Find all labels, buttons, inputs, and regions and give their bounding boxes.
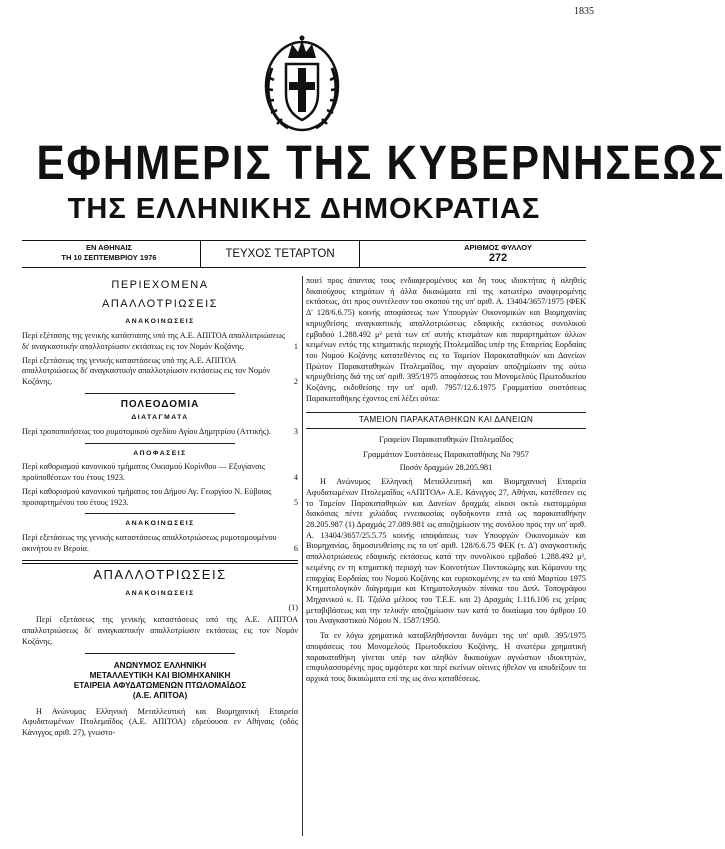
document-number: (1) (288, 602, 298, 612)
company-heading (22, 661, 298, 701)
receipt-number: Γραμμάτιον Συστάσεως Παρακαταθήκης Νο 7957 (363, 449, 529, 459)
announcement-intro: Περί εξετάσεως της γενικής καταστάσεως υπό της Α.Ε. ΑΠΙΤΟΑ απαλλοτριώσεως δι' αναγκαστικήν απαλλοτρίωσιν εκτάσεως εις τον Νομόν Κοζάνης. (22, 615, 298, 646)
body-paragraph: Η Ανώνυμος Ελληνική Μεταλλευτική και Βιομηχανική Εταιρεία Αφυδατωμένων Πτολεμαΐδος (Α.Ε. ΑΠΙΤΟΑ) εδρεύουσα εν Αθήναις (οδός Κάνιγγος αριθ. 27), γνωστο- (22, 706, 298, 737)
deposit-amount: Ποσόν δραχμών 28.205.981 (399, 462, 493, 472)
toc-item-text: Περί εξετάσεως της γενικής καταστάσεως υπό της Α.Ε. ΑΠΙΤΟΑ απαλλοτριώσεως δι' αναγκαστικήν απαλλοτρίωσιν εκτάσεως εις τον Νομόν Κοζάνης. (22, 355, 271, 386)
toc-section-title: ΠΟΛΕΟΔΟΜΙΑ (120, 398, 200, 410)
gazette-title: ΕΦΗΜΕΡΙΣ ΤΗΣ ΚΥΒΕΡΝΗΣΕΩΣ (36, 137, 725, 190)
toc-item-page: 6 (293, 543, 298, 553)
toc-item-page: 3 (293, 427, 298, 437)
issue-date: ΤΗ 10 ΣΕΠΤΕΜΒΡΙΟΥ 1976 (61, 253, 157, 262)
toc-item-text: Περί καθορισμού κανονικού τμήματος Οικισμού Κορίνθου — Εξυγίανσις προϋποθέσεων του έτους 1923. (22, 462, 265, 483)
sheet-label: ΑΡΙΘΜΟΣ ΦΥΛΛΟΥ (464, 243, 532, 252)
treasury-heading: ΤΑΜΕΙΟΝ ΠΑΡΑΚΑΤΑΘΗΚΩΝ ΚΑΙ ΔΑΝΕΙΩΝ (306, 412, 586, 429)
greek-coat-of-arms-icon (258, 28, 346, 136)
toc-item-text: Περί εξετάσεως της γενικής καταστάσεως απαλλοτριώσεως ρυμοτομουμένου ακινήτου εν Βεροία. (22, 532, 277, 553)
body-paragraph: Η Ανώνυμος Ελληνική Μεταλλευτική και Βιομηχανική Εταιρεία Αφυδατωμένων Πτολεμαΐδος «ΑΠΙΤΟΑ» Α.Ε. Κάνιγγος 27, Αθήναι, κατέθεσεν εις το Ταμείον Παρακαταθηκών και Δανείων δραχμάς είκοσι οκτώ εκατομμύρια διακόσιας πέντε χιλιάδας εννεακοσίας ογδοήκοντα επτά ως παρακαταθήκην 28.205.987 (1) Δραχμάς 27.089.981 ως αποζημίωσιν της συνόλου προς την υπ' αριθ. Α. 13404/3657/25.5.75 κοινής αποφάσεως των Υπουργών Οικονομικών και Βιομηχανίας, δημοσιευθείσης εις το υπ' αριθ. 128/6.6.75 ΦΕΚ (τ. Δ') αναγκαστικής απαλλοτριώσεως εδαφικής εκτάσεως κατά την συνολικού εμβαδού 1.288.492 μ², κειμένης εν τη κτηματική περιοχή των Κοινοτήτων Ποντοκώμης και Κόμανου της επαρχίας Εορδαίας του Νομού Κοζάνης και ευρισκομένης εν τω από Μαρτίου 1975 Κτηματολογικόν διάγραμμα και Κτηματολογικόν πίνακα του Διπλ. Τοπογράφου Μηχανικού κ. Π. Τζιόλα μέλους του Τ.Ε.Ε. και 2) Δραχμάς 1.116.106 εις χείρας μεταβιβάσεως και την τελικήν αποζημίωσιν των κατά το δικαίωμα του άρθρου 10 του Αναγκαστικού Νόμου Ν. 1587/1950. (306, 477, 586, 626)
left-column (22, 276, 298, 739)
right-column (306, 276, 586, 685)
company-heading-line: (Α.Ε. ΑΠΙΤΟΑ) (132, 690, 188, 700)
issue-city: ΕΝ ΑΘΗΝΑΙΣ (85, 243, 133, 252)
office-name: Γραφείον Παρακαταθηκών Πτολεμαΐδος (379, 435, 513, 445)
toc-item-text: Περί εξέτασης της γενικής κατάστασης υπό της Α.Ε. ΑΠΙΤΟΑ απαλλοτριώσεως δι' αναγκαστικήν απαλλοτρίωσιν εκτάσεως εις τον Νομόν Κοζάνης. (22, 331, 286, 351)
toc-heading: ΠΕΡΙΕΧΟΜΕΝΑ (111, 279, 209, 291)
toc-item (22, 331, 298, 352)
toc-item-text: Περί καθορισμού κανονικού τμήματος του Δήμου Αγ. Γεωργίου Ν. Εύβοιας προσαρτημένου του έτους 1923. (22, 486, 272, 507)
company-heading-line: ΕΤΑΙΡΕΙΑ ΑΦΥΔΑΤΩΜΕΝΩΝ ΠΤΩΛΟΜΑΪΔΟΣ (73, 680, 247, 690)
toc-item (22, 356, 298, 388)
toc-group-heading: ΑΠΟΦΑΣΕΙΣ (133, 449, 187, 457)
separator (85, 443, 235, 444)
column-divider (302, 276, 303, 836)
toc-item (22, 487, 298, 508)
separator (85, 393, 235, 394)
body-paragraph: Τα εν λόγω χρηματικά καταβληθήσονται δυνάμει της υπ' αριθ. 395/1975 αποφάσεως του Μονομελούς Πρωτοδικείου Κοζάνης. Η ανωτέρω χρηματική παρακαταθήκη γίνεται υπέρ των αληθών δικαιούχων αγνώστων ιδιοκτητών, επιφυλασσομένης προς αμφότερα και περί εκείνων οίτινες ήθελον να αποδείξουν τα αρχικά τους δικαιώματα επί της ως άνω καταθέσεως. (306, 631, 586, 683)
toc-item (22, 462, 298, 483)
issue-type: ΤΕΥΧΟΣ ΤΕΤΑΡΤΟΝ (200, 241, 360, 267)
toc-item-page: 4 (293, 473, 298, 483)
company-heading-line: ΑΝΩΝΥΜΟΣ ΕΛΛΗΝΙΚΗ (113, 660, 207, 670)
toc-group-heading: ΑΝΑΚΟΙΝΩΣΕΙΣ (125, 520, 195, 528)
double-rule (22, 560, 298, 564)
page-number: 1835 (574, 6, 594, 17)
issue-date-block (34, 243, 184, 263)
company-heading-line: ΜΕΤΑΛΛΕΥΤΙΚΗ ΚΑΙ ΒΙΟΜΗΧΑΝΙΚΗ (89, 670, 231, 680)
masthead (0, 137, 725, 226)
toc-group-heading: ΔΙΑΤΑΓΜΑΤΑ (131, 414, 189, 422)
section-subheading: ΑΝΑΚΟΙΝΩΣΕΙΣ (125, 590, 195, 598)
separator (85, 653, 235, 654)
sheet-number-block (438, 243, 558, 263)
toc-section-title: ΑΠΑΛΛΟΤΡΙΩΣΕΙΣ (102, 297, 218, 310)
sheet-number: 272 (488, 252, 508, 264)
body-paragraph: ποιεί προς άπαντας τους ενδιαφερομένους και δη τους ιδιοκτήτας ή αληθείς δικαιούχους κτημάτων ή άλλα δικαιώματα επί της κατωτέρω αναφερομένης εκτάσεως, ότι προς συντέλεσιν του σκοπού της υπ' αριθ. Α. 13404/3657/1975 (ΦΕΚ Δ' 128/6.6.75) κοινής αποφάσεως των Υπουργών Οικονομικών και Βιομηχανίας κηρυχθείσης αναγκαστικής απαλλοτριώσεως εδαφικής εκτάσεως συνολικού εμβαδού 1.288.492 μ² μετά των επ' αυτής κτισμάτων και παραρτημάτων άλλων κειμένων εντός της κτηματικής περιοχής Πτολεμαΐδος υπέρ της Εταιρείας Εορδαίας του Νομού Κοζάνης κατατεθέντος εις το Ταμείον Παρακαταθηκών και Δανείων Πρώτον Παρακαταθηκών Πτολεμαΐδος, την αγοραίαν αποζημίωσιν της ούτω κηρυχθείσης διά της υπ' αριθ. 395/1975 αποφάσεως του Μονομελούς Πρωτοδικείου Κοζάνης, εκδοθείσης την υπ' αριθ. 7957/12.6.1975 Γραμματίου συστάσεως Παρακαταθήκης έχοντος επί λέξει ούτω: (306, 276, 586, 403)
toc-item (22, 427, 298, 438)
toc-group-heading: ΑΝΑΚΟΙΝΩΣΕΙΣ (125, 318, 195, 326)
toc-item-page: 5 (293, 497, 298, 507)
toc-item-text: Περί τροποποιήσεως του ρυμοτομικού σχεδίου Αγίου Δημητρίου (Αττικής). (22, 427, 271, 437)
issue-bar (22, 240, 586, 268)
gazette-subtitle: ΤΗΣ ΕΛΛΗΝΙΚΗΣ ΔΗΜΟΚΡΑΤΙΑΣ (67, 193, 541, 225)
toc-item-page: 1 (293, 341, 298, 351)
section-title: ΑΠΑΛΛΟΤΡΙΩΣΕΙΣ (93, 567, 227, 583)
toc-item (22, 533, 298, 554)
separator (85, 513, 235, 514)
toc-item-page: 2 (293, 376, 298, 386)
